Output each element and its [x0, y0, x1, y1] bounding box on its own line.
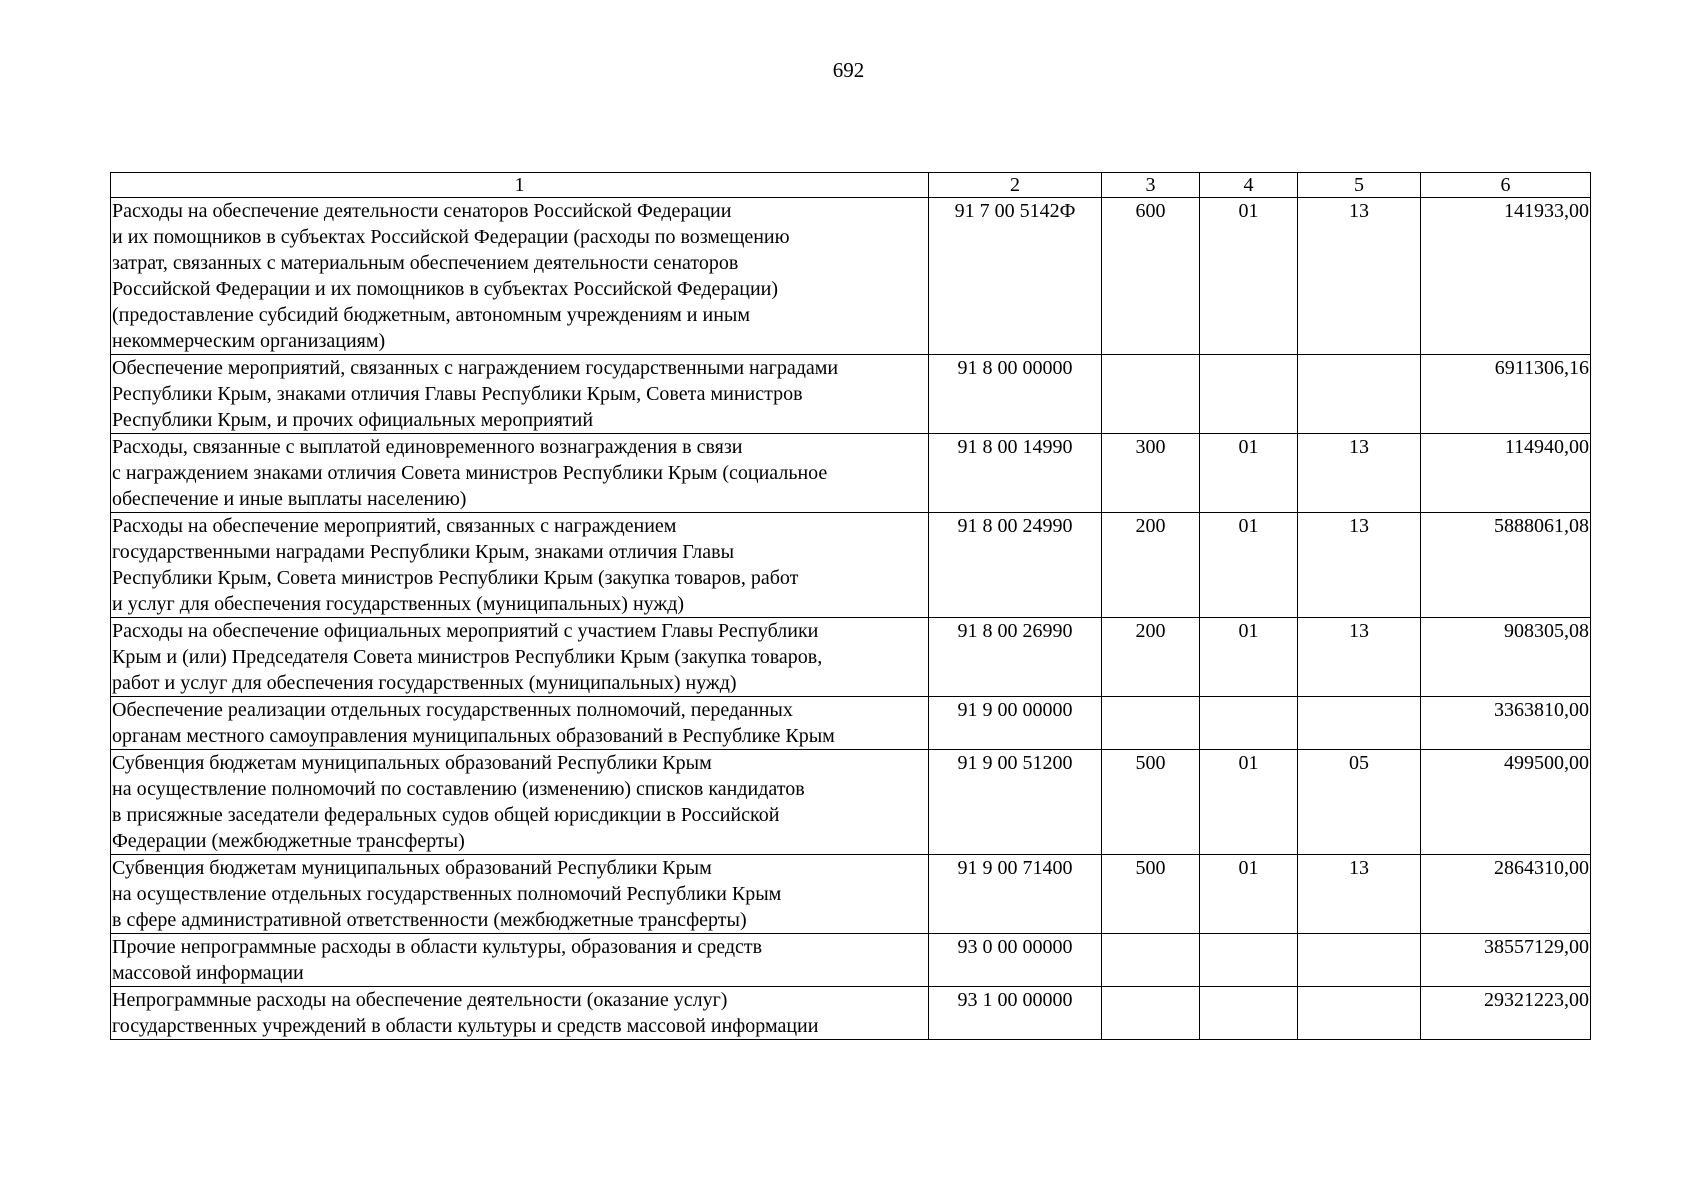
classification-code: 91 9 00 00000	[929, 697, 1102, 750]
table-row	[111, 934, 1591, 987]
expense-name: Расходы на обеспечение мероприятий, связанных с награждением государственными наградами Республики Крым, знаками отличия Главы Республики Крым, Совета министров Республики Крым (закупка товаров, работ и услуг для обеспечения государственных (муниципальных) нужд)	[111, 513, 929, 618]
expense-name: Расходы на обеспечение деятельности сенаторов Российской Федерации и их помощников в субъектах Российской Федерации (расходы по возмещению затрат, связанных с материальным обеспечением деятельности сенаторов Российской Федерации и их помощников в субъектах Российской Федерации) (предоставление субсидий бюджетным, автономным учреждениям и иным некоммерческим организациям)	[111, 198, 929, 355]
amount: 3363810,00	[1421, 697, 1591, 750]
table-row	[111, 750, 1591, 855]
classification-code: 93 1 00 00000	[929, 987, 1102, 1040]
expense-name: Обеспечение реализации отдельных государственных полномочий, переданных органам местного самоуправления муниципальных образований в Республике Крым	[111, 697, 929, 750]
amount: 29321223,00	[1421, 987, 1591, 1040]
amount: 114940,00	[1421, 434, 1591, 513]
column-4-value: 01	[1200, 855, 1298, 934]
column-3-value	[1102, 934, 1200, 987]
table-row	[111, 987, 1591, 1040]
expense-name: Обеспечение мероприятий, связанных с награждением государственными наградами Республики Крым, знаками отличия Главы Республики Крым, Совета министров Республики Крым, и прочих официальных мероприятий	[111, 355, 929, 434]
expense-name: Расходы, связанные с выплатой единовременного вознаграждения в связи с награждением знаками отличия Совета министров Республики Крым (социальное обеспечение и иные выплаты населению)	[111, 434, 929, 513]
amount: 141933,00	[1421, 198, 1591, 355]
expense-name: Субвенция бюджетам муниципальных образований Республики Крым на осуществление отдельных государственных полномочий Республики Крым в сфере административной ответственности (межбюджетные трансферты)	[111, 855, 929, 934]
column-4-value: 01	[1200, 198, 1298, 355]
column-3-value: 500	[1102, 855, 1200, 934]
column-header: 1	[111, 173, 929, 198]
column-5-value	[1298, 987, 1421, 1040]
column-5-value	[1298, 697, 1421, 750]
amount: 499500,00	[1421, 750, 1591, 855]
expense-name: Непрограммные расходы на обеспечение деятельности (оказание услуг) государственных учреждений в области культуры и средств массовой информации	[111, 987, 929, 1040]
amount: 38557129,00	[1421, 934, 1591, 987]
column-5-value: 13	[1298, 855, 1421, 934]
classification-code: 91 8 00 00000	[929, 355, 1102, 434]
column-5-value: 13	[1298, 513, 1421, 618]
column-5-value: 13	[1298, 198, 1421, 355]
column-3-value: 600	[1102, 198, 1200, 355]
classification-code: 91 8 00 26990	[929, 618, 1102, 697]
column-4-value	[1200, 697, 1298, 750]
column-header: 5	[1298, 173, 1421, 198]
expense-name: Расходы на обеспечение официальных мероприятий с участием Главы Республики Крым и (или) Председателя Совета министров Республики Крым (закупка товаров, работ и услуг для обеспечения государственных (муниципальных) нужд)	[111, 618, 929, 697]
column-4-value	[1200, 987, 1298, 1040]
classification-code: 93 0 00 00000	[929, 934, 1102, 987]
table-row	[111, 198, 1591, 355]
column-5-value: 05	[1298, 750, 1421, 855]
table-row	[111, 697, 1591, 750]
column-header: 3	[1102, 173, 1200, 198]
column-header: 6	[1421, 173, 1591, 198]
classification-code: 91 8 00 14990	[929, 434, 1102, 513]
column-4-value	[1200, 355, 1298, 434]
expense-name: Субвенция бюджетам муниципальных образований Республики Крым на осуществление полномочий по составлению (изменению) списков кандидатов в присяжные заседатели федеральных судов общей юрисдикции в Российской Федерации (межбюджетные трансферты)	[111, 750, 929, 855]
table-row	[111, 513, 1591, 618]
column-4-value	[1200, 934, 1298, 987]
table-row	[111, 618, 1591, 697]
amount: 5888061,08	[1421, 513, 1591, 618]
column-5-value	[1298, 355, 1421, 434]
column-5-value: 13	[1298, 434, 1421, 513]
classification-code: 91 8 00 24990	[929, 513, 1102, 618]
table-row	[111, 855, 1591, 934]
column-4-value: 01	[1200, 750, 1298, 855]
amount: 6911306,16	[1421, 355, 1591, 434]
column-3-value	[1102, 697, 1200, 750]
page-number: 692	[832, 58, 865, 82]
column-5-value: 13	[1298, 618, 1421, 697]
column-3-value	[1102, 355, 1200, 434]
table-body	[111, 198, 1591, 1040]
column-header: 2	[929, 173, 1102, 198]
column-4-value: 01	[1200, 434, 1298, 513]
table-row	[111, 355, 1591, 434]
column-3-value: 200	[1102, 513, 1200, 618]
column-header: 4	[1200, 173, 1298, 198]
classification-code: 91 9 00 71400	[929, 855, 1102, 934]
column-3-value: 300	[1102, 434, 1200, 513]
column-4-value: 01	[1200, 513, 1298, 618]
table-row	[111, 434, 1591, 513]
column-3-value: 500	[1102, 750, 1200, 855]
column-4-value: 01	[1200, 618, 1298, 697]
column-3-value	[1102, 987, 1200, 1040]
amount: 2864310,00	[1421, 855, 1591, 934]
expense-name: Прочие непрограммные расходы в области культуры, образования и средств массовой информации	[111, 934, 929, 987]
classification-code: 91 7 00 5142Ф	[929, 198, 1102, 355]
header-row	[111, 173, 1591, 198]
column-3-value: 200	[1102, 618, 1200, 697]
amount: 908305,08	[1421, 618, 1591, 697]
classification-code: 91 9 00 51200	[929, 750, 1102, 855]
column-5-value	[1298, 934, 1421, 987]
budget-table	[110, 172, 1591, 1040]
